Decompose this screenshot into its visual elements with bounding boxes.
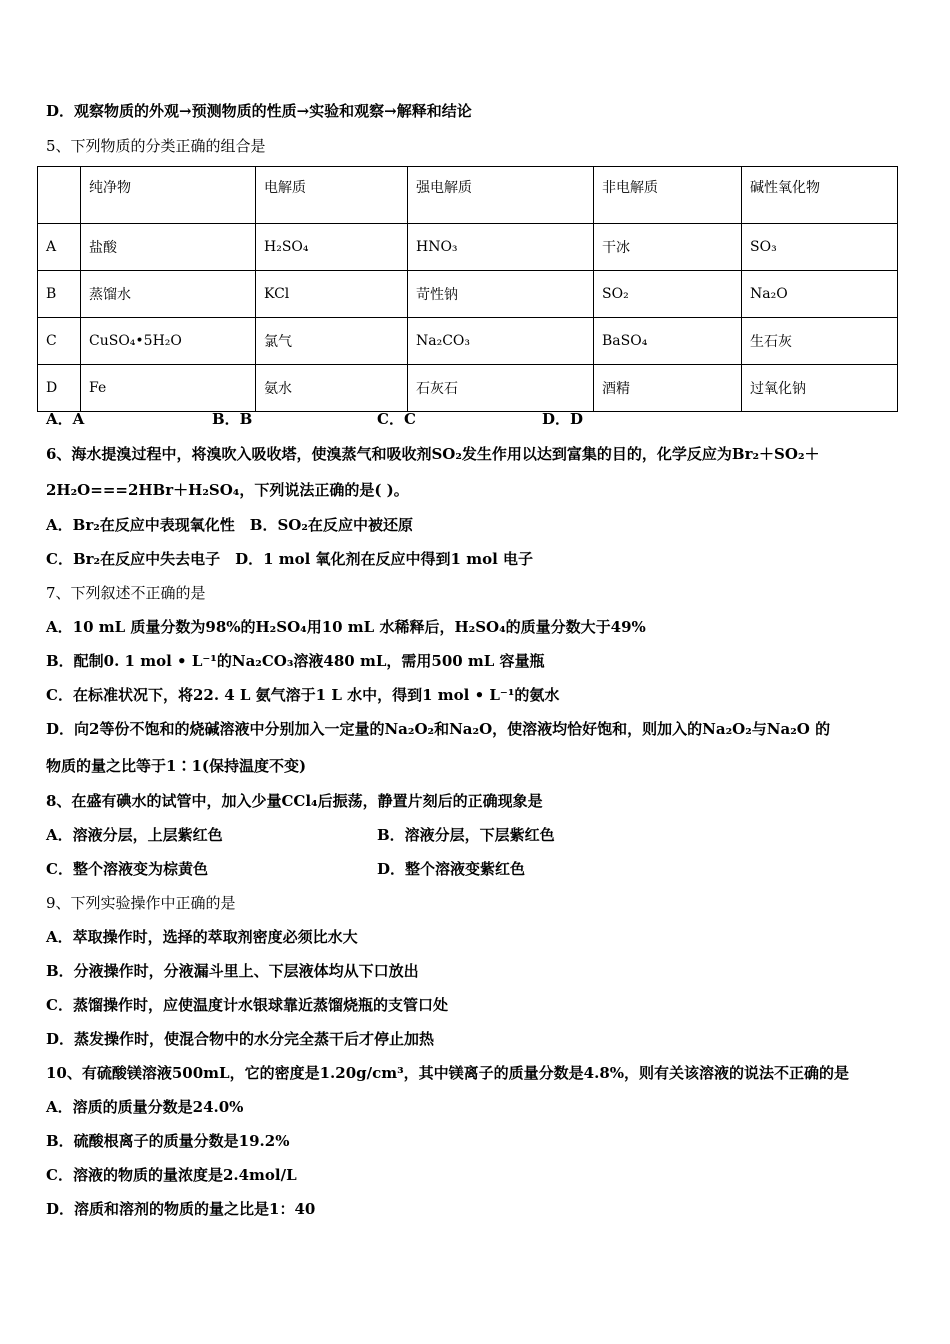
q8-option-a: A．溶液分层，上层紫红色 [46,826,223,844]
table-cell: 生石灰 [742,318,898,365]
q5-stem: 5、下列物质的分类正确的组合是 [46,137,266,155]
q6-stem-line1: 6、海水提溴过程中，将溴吹入吸收塔，使溴蒸气和吸收剂SO₂发生作用以达到富集的目的，化学反应为Br₂＋SO₂＋ [46,445,820,463]
table-cell: D [38,365,81,412]
q6-options-ab: A．Br₂在反应中表现氧化性 B．SO₂在反应中被还原 [46,516,413,534]
table-cell: Fe [81,365,256,412]
q5-option-b: B．B [212,410,253,428]
table-cell: CuSO₄•5H₂O [81,318,256,365]
table-cell: SO₃ [742,224,898,271]
table-header-cell: 纯净物 [81,167,256,224]
table-row [38,365,898,412]
q5-option-c: C．C [377,410,416,428]
q9-stem: 9、下列实验操作中正确的是 [46,894,236,912]
q8-stem: 8、在盛有碘水的试管中，加入少量CCl₄后振荡，静置片刻后的正确现象是 [46,792,543,810]
table-row [38,318,898,365]
q7-option-d-line2: 物质的量之比等于1∶1(保持温度不变) [46,757,307,775]
q8-option-d: D．整个溶液变紫红色 [377,860,526,878]
q9-option-d: D．蒸发操作时，使混合物中的水分完全蒸干后才停止加热 [46,1030,435,1048]
table-cell: Na₂O [742,271,898,318]
table-cell: C [38,318,81,365]
q9-option-c: C．蒸馏操作时，应使温度计水银球靠近蒸馏烧瓶的支管口处 [46,996,448,1014]
q7-stem: 7、下列叙述不正确的是 [46,584,206,602]
q10-option-d: D．溶质和溶剂的物质的量之比是1：40 [46,1200,316,1218]
q7-option-a: A．10 mL 质量分数为98%的H₂SO₄用10 mL 水稀释后，H₂SO₄的质量分数大于49% [46,618,646,636]
q9-option-a: A．萃取操作时，选择的萃取剂密度必须比水大 [46,928,358,946]
table-cell: 石灰石 [408,365,594,412]
table-cell: HNO₃ [408,224,594,271]
table-cell: KCl [256,271,408,318]
q6-stem-line2: 2H₂O===2HBr＋H₂SO₄，下列说法正确的是( )。 [46,481,409,499]
table-header-cell: 电解质 [256,167,408,224]
q6-options-cd: C．Br₂在反应中失去电子 D．1 mol 氧化剂在反应中得到1 mol 电子 [46,550,534,568]
table-header-cell [38,167,81,224]
table-cell: B [38,271,81,318]
table-cell: 过氧化钠 [742,365,898,412]
table-cell: 氨水 [256,365,408,412]
q7-option-c: C．在标准状况下，将22. 4 L 氨气溶于1 L 水中，得到1 mol • L⁻¹的氨水 [46,686,560,704]
q5-classification-table [37,166,898,412]
q10-option-a: A．溶质的质量分数是24.0% [46,1098,244,1116]
table-cell: BaSO₄ [594,318,742,365]
table-cell: A [38,224,81,271]
table-cell: 氯气 [256,318,408,365]
table-header-cell: 非电解质 [594,167,742,224]
table-cell: H₂SO₄ [256,224,408,271]
table-cell: SO₂ [594,271,742,318]
table-cell: Na₂CO₃ [408,318,594,365]
q10-option-c: C．溶液的物质的量浓度是2.4mol/L [46,1166,297,1184]
q5-option-a: A．A [46,410,85,428]
table-header-cell: 碱性氧化物 [742,167,898,224]
table-cell: 苛性钠 [408,271,594,318]
table-cell: 酒精 [594,365,742,412]
q7-option-d-line1: D．向2等份不饱和的烧碱溶液中分别加入一定量的Na₂O₂和Na₂O，使溶液均恰好饱和，则加入的Na₂O₂与Na₂O 的 [46,720,831,738]
q4-option-d: D．观察物质的外观→预测物质的性质→实验和观察→解释和结论 [46,102,472,120]
q10-stem: 10、有硫酸镁溶液500mL，它的密度是1.20g/cm³，其中镁离子的质量分数是4.8%，则有关该溶液的说法不正确的是 [46,1064,850,1082]
table-cell: 干冰 [594,224,742,271]
q8-option-c: C．整个溶液变为棕黄色 [46,860,208,878]
table-row [38,224,898,271]
q8-option-b: B．溶液分层，下层紫红色 [377,826,555,844]
table-header-cell: 强电解质 [408,167,594,224]
q9-option-b: B．分液操作时，分液漏斗里上、下层液体均从下口放出 [46,962,419,980]
table-cell: 蒸馏水 [81,271,256,318]
table-header-row [38,167,898,224]
q10-option-b: B．硫酸根离子的质量分数是19.2% [46,1132,290,1150]
q5-option-d: D．D [542,410,584,428]
q7-option-b: B．配制0. 1 mol • L⁻¹的Na₂CO₃溶液480 mL，需用500 mL 容量瓶 [46,652,545,670]
table-row [38,271,898,318]
table-cell: 盐酸 [81,224,256,271]
